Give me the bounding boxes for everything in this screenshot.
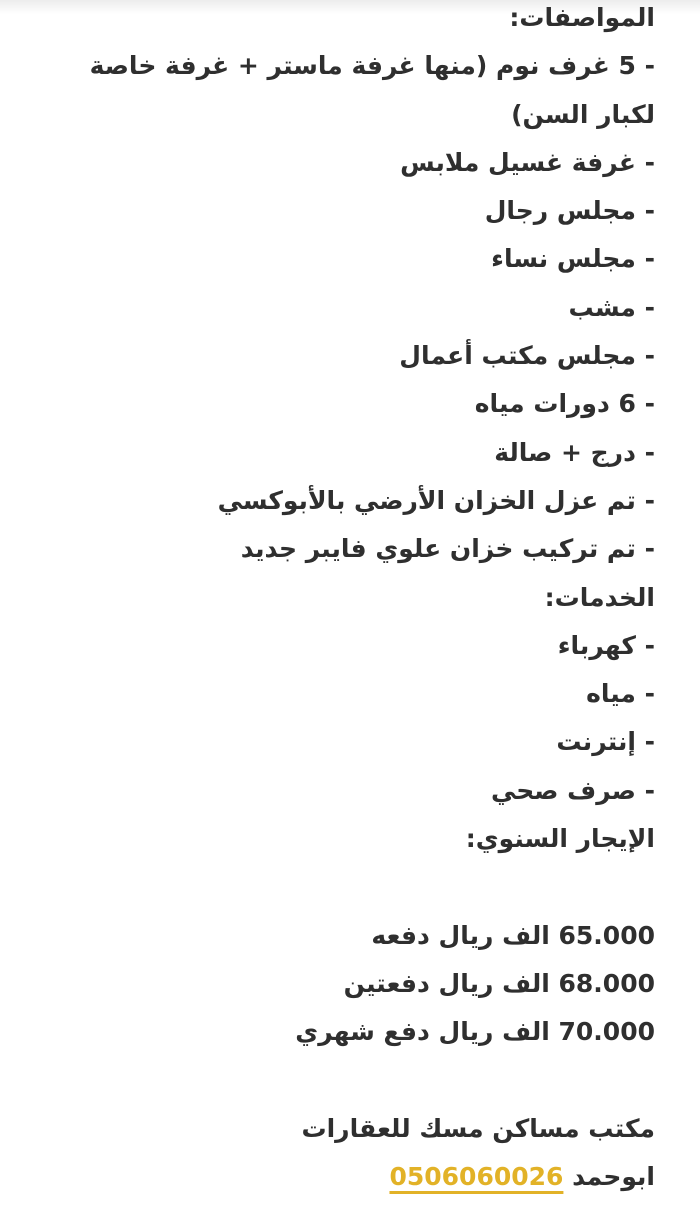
rent-heading: الإيجار السنوي: [465,824,655,854]
contact-line [25,1153,655,1201]
rent-option: 68.000 الف ريال دفعتين [343,968,655,998]
service-item: - مياه [586,679,655,709]
spacer [25,863,655,911]
spec-item: - تم عزل الخزان الأرضي بالأبوكسي [217,485,655,515]
office-name: مكتب مساكن مسك للعقارات [301,1113,655,1143]
rent-option: 70.000 الف ريال دفع شهري [295,1017,655,1047]
spec-item: - 6 دورات مياه [474,389,655,419]
spacer [25,1057,655,1105]
spec-item: - غرفة غسيل ملابس [400,147,655,177]
services-heading: الخدمات: [544,582,655,612]
spec-item: - درج + صالة [494,437,655,467]
specs-heading: المواصفات: [509,3,655,32]
contact-name: ابوحمد [572,1162,655,1192]
spec-item: - مجلس مكتب أعمال [399,341,655,371]
phone-link[interactable]: 0506060026 [389,1162,564,1192]
rent-option: 65.000 الف ريال دفعه [371,920,655,950]
service-item: - إنترنت [556,727,655,757]
spec-item: - تم تركيب خزان علوي فايبر جديد [240,534,655,564]
service-item: - صرف صحي [490,775,655,805]
spec-item: - مجلس رجال [484,196,655,226]
listing-text [25,0,655,1201]
spec-item: - 5 غرف نوم (منها غرفة ماستر + غرفة خاصة لكبار السن) [89,51,655,129]
spec-item: - مجلس نساء [491,244,655,274]
spec-item: - مشب [568,292,655,322]
service-item: - كهرباء [557,630,655,660]
